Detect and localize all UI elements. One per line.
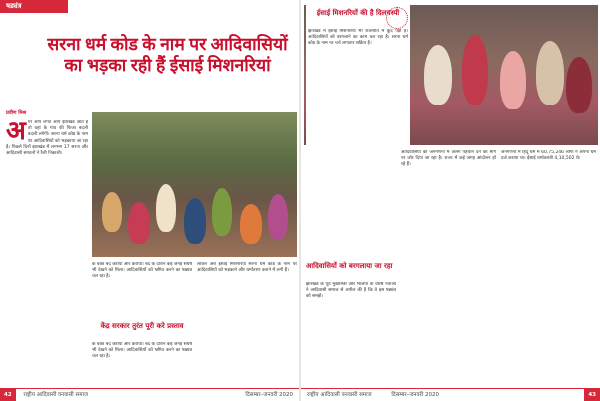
body-column-2b <box>92 342 192 384</box>
right-column-3 <box>501 150 596 384</box>
right-column-2 <box>401 150 496 384</box>
page-number: 42 <box>0 389 16 401</box>
left-page <box>0 0 299 401</box>
footer-right <box>301 388 600 401</box>
body-column-2 <box>92 262 192 320</box>
byline: प्रवीण मिश्र <box>6 110 27 116</box>
right-body-1: झारखंड के पूर्व मुख्यमंत्री और भाजपा के वरिष्ठ नेताओं ने आदिवासी समाज से अपील की है कि वे इस षड्यंत्र को समझें। <box>306 282 396 300</box>
publication-name-right: राष्ट्रीय आदिवासी वनवासी समाज <box>307 392 372 398</box>
issue-date-right: दिसम्बर–जनवरी 2020 <box>391 392 439 398</box>
section-tag: षड्यंत्र <box>0 0 68 13</box>
right-column-1 <box>306 282 396 384</box>
inset-title: ईसाई मिशनरियों की है दिलचस्पी <box>316 9 400 17</box>
page-number-right: 43 <box>584 389 600 401</box>
inset-text <box>308 29 408 141</box>
issue-date: दिसम्बर–जनवरी 2020 <box>245 392 293 398</box>
footer-left <box>0 388 299 401</box>
right-body-2: आदिवासियों को जनगणना में अलग पहचान देने की मांग पर जोर दिया जा रहा है। राज्य में कई जगह आंदोलन हो रहे हैं। <box>401 150 496 168</box>
body-column-3 <box>197 262 297 384</box>
body-text-2: के वक्त बंद कराया और कराया। बंद के दौरान कई जगह संघर्ष भी देखने को मिला। आदिवासियों को भ्रमित करने का षड्यंत्र चल रहा है। <box>92 262 192 280</box>
intro-column <box>6 120 88 352</box>
headline: सरना धर्म कोड के नाम पर आदिवासियों का भड़का रही हैं ईसाई मिशनरियां <box>47 34 288 75</box>
rally-photo <box>92 112 297 257</box>
publication-name: राष्ट्रीय आदिवासी वनवासी समाज <box>23 392 88 398</box>
body-text-2b: के वक्त बंद कराया और कराया। बंद के दौरान कई जगह संघर्ष भी देखने को मिला। आदिवासियों को भ्रमित करने का षड्यंत्र चल रहा है। <box>92 342 192 360</box>
inset-box <box>306 5 410 145</box>
subhead: केंद्र सरकार तुरंत पूरी करे प्रस्ताव <box>100 322 184 330</box>
right-body-3: जनगणना में हिंदू धर्म में 60,75,246 लोगों ने अपना धर्म दर्ज कराया था। ईसाई धर्मावलंबी 4,10,502 थे। <box>501 150 596 162</box>
body-text-3: लेकिन अब ईसाई मिशनरियां सरना धर्म कोड के नाम पर आदिवासियों को भड़काने और धर्मांतरण कराने में लगी हैं। <box>197 262 297 274</box>
intro-text: गर आप लगते आप झारखंड आते हैं तो वहां के गांव की फिजा बदली बदली लगेगी। सरना धर्म कोड के नाम पर आदिवासियों को भड़काया जा रहा है। पिछले दिनों झारखंड में लगभग 17 सरना और आदिवासी संगठनों ने रैली निकाली। <box>6 120 88 157</box>
inset-body: झारखंड में ईसाई मिशनरियां भी राजनीति में कूद पड़ी हैं। आदिवासियों को बरगलाने का काम चल रहा है। सरना धर्म कोड के नाम पर चर्च लगातार सक्रिय है। <box>308 29 408 47</box>
column-head: आदिवासियों को बरगलाया जा रहा <box>306 262 393 270</box>
dropcap: अ <box>6 120 26 145</box>
right-page <box>301 0 600 401</box>
